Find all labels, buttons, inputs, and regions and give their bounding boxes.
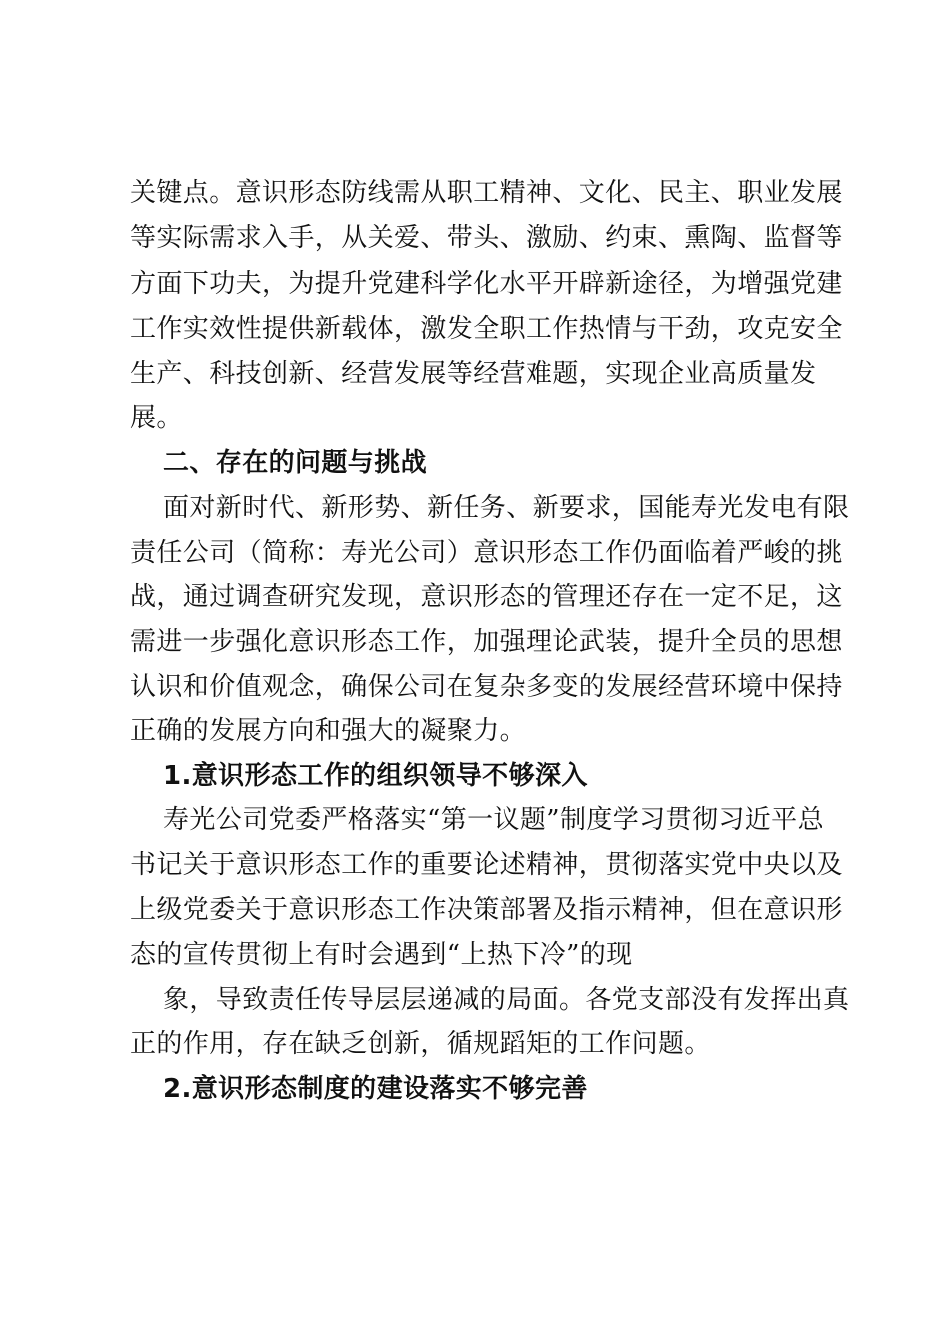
subsection-heading: 1.意识形态工作的组织领导不够深入 bbox=[163, 761, 588, 791]
subsection-heading: 2.意识形态制度的建设落实不够完善 bbox=[163, 1074, 588, 1104]
paragraph-line: 态的宣传贯彻上有时会遇到“上热下冷”的现 bbox=[130, 940, 633, 970]
paragraph-line: 展。 bbox=[130, 403, 183, 433]
paragraph-line: 认识和价值观念，确保公司在复杂多变的发展经营环境中保持 bbox=[130, 672, 843, 702]
paragraph-line: 寿光公司党委严格落实“第一议题”制度学习贯彻习近平总 bbox=[163, 805, 824, 835]
paragraph-line: 方面下功夫，为提升党建科学化水平开辟新途径，为增强党建 bbox=[130, 269, 843, 299]
paragraph-line: 正的作用，存在缺乏创新，循规蹈矩的工作问题。 bbox=[130, 1029, 711, 1059]
paragraph-line: 工作实效性提供新载体，激发全职工作热情与干劲，攻克安全 bbox=[130, 314, 843, 344]
paragraph-line: 上级党委关于意识形态工作决策部署及指示精神，但在意识形 bbox=[130, 895, 843, 925]
paragraph-line: 面对新时代、新形势、新任务、新要求，国能寿光发电有限 bbox=[163, 493, 850, 523]
paragraph-line: 生产、科技创新、经营发展等经营难题，实现企业高质量发 bbox=[130, 359, 817, 389]
paragraph-line: 关键点。意识形态防线需从职工精神、文化、民主、职业发展 bbox=[130, 178, 843, 208]
paragraph-line: 书记关于意识形态工作的重要论述精神，贯彻落实党中央以及 bbox=[130, 850, 843, 880]
paragraph-line: 象，导致责任传导层层递减的局面。各党支部没有发挥出真 bbox=[163, 985, 850, 1015]
paragraph-line: 战，通过调查研究发现，意识形态的管理还存在一定不足，这 bbox=[130, 582, 843, 612]
paragraph-line: 等实际需求入手，从关爱、带头、激励、约束、熏陶、监督等 bbox=[130, 223, 843, 253]
paragraph-line: 责任公司（简称：寿光公司）意识形态工作仍面临着严峻的挑 bbox=[130, 538, 843, 568]
paragraph-line: 需进一步强化意识形态工作，加强理论武装，提升全员的思想 bbox=[130, 627, 843, 657]
section-heading: 二、存在的问题与挑战 bbox=[163, 448, 428, 478]
paragraph-line: 正确的发展方向和强大的凝聚力。 bbox=[130, 716, 527, 746]
